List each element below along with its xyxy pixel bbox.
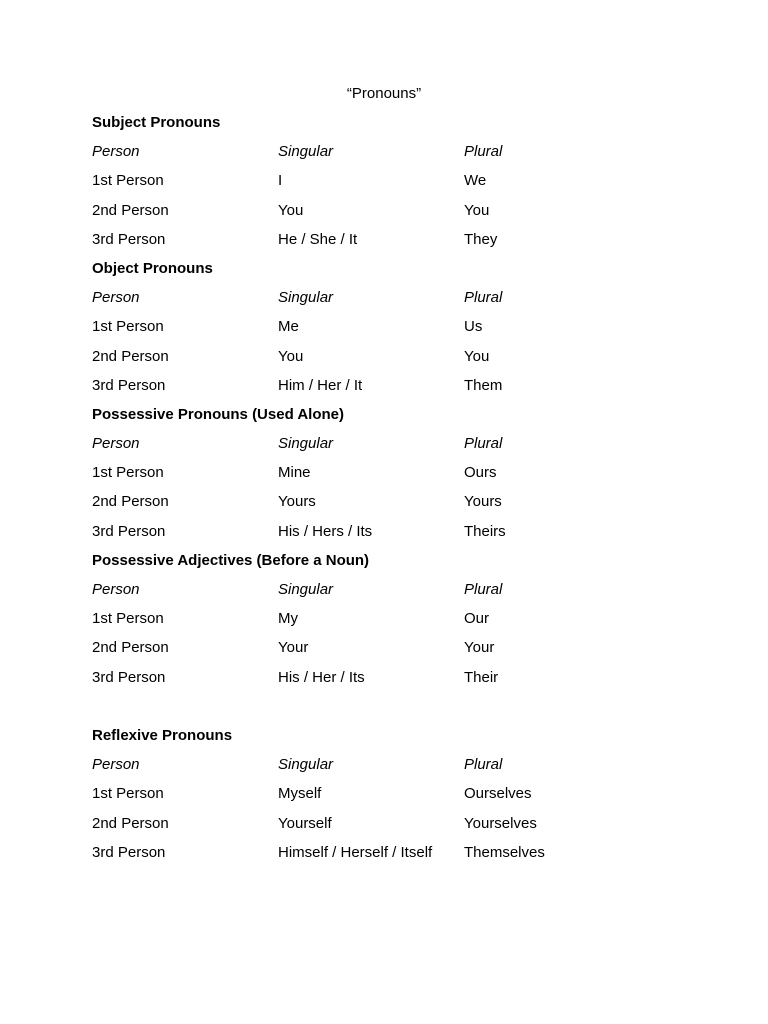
- cell-plural: Theirs: [464, 522, 506, 540]
- cell-plural: Us: [464, 318, 483, 336]
- cell-singular: His / Her / Its: [278, 668, 365, 686]
- table-row: [0, 230, 768, 259]
- table-row: [0, 668, 768, 697]
- cell-plural: You: [464, 347, 490, 365]
- cell-person: 1st Person: [92, 785, 164, 803]
- cell-singular: Yours: [278, 493, 316, 511]
- cell-plural: Yourselves: [464, 814, 537, 832]
- cell-singular: My: [278, 610, 298, 628]
- section-heading: Possessive Pronouns (Used Alone): [92, 405, 345, 423]
- cell-person: 3rd Person: [92, 668, 166, 686]
- table-row: [0, 171, 768, 200]
- table-row: [0, 347, 768, 376]
- cell-plural: Your: [464, 639, 495, 657]
- cell-person: 2nd Person: [92, 493, 169, 511]
- header-singular: Singular: [278, 756, 334, 774]
- section-heading: Subject Pronouns: [92, 114, 221, 131]
- cell-person: 3rd Person: [92, 522, 166, 540]
- cell-singular: Me: [278, 318, 299, 336]
- cell-singular: Mine: [278, 464, 311, 482]
- cell-person: 3rd Person: [92, 843, 166, 861]
- cell-person: 1st Person: [92, 172, 164, 190]
- cell-person: 3rd Person: [92, 230, 166, 248]
- cell-plural: Themselves: [464, 843, 545, 861]
- section-possessive-pronouns: [0, 405, 768, 551]
- cell-singular: He / She / It: [278, 230, 358, 248]
- cell-plural: They: [464, 230, 498, 248]
- section-heading: Reflexive Pronouns: [92, 726, 233, 744]
- table-header-row: [0, 434, 768, 463]
- table-row: [0, 463, 768, 492]
- header-singular: Singular: [278, 143, 334, 161]
- header-plural: Plural: [464, 143, 503, 161]
- table-row: [0, 609, 768, 638]
- header-plural: Plural: [464, 581, 503, 598]
- cell-plural: You: [464, 201, 490, 219]
- section-heading: Object Pronouns: [92, 259, 213, 277]
- table-row: [0, 638, 768, 667]
- cell-singular: I: [278, 172, 283, 190]
- cell-singular: You: [278, 201, 304, 219]
- cell-person: 3rd Person: [92, 376, 166, 394]
- cell-plural: Ours: [464, 464, 497, 482]
- table-row: [0, 784, 768, 813]
- header-singular: Singular: [278, 289, 334, 307]
- cell-singular: Himself / Herself / Itself: [278, 843, 433, 861]
- cell-person: 1st Person: [92, 318, 164, 336]
- section-heading: Possessive Adjectives (Before a Noun): [92, 551, 370, 569]
- cell-person: 1st Person: [92, 464, 164, 482]
- cell-plural: Them: [464, 376, 503, 394]
- header-person: Person: [92, 435, 140, 453]
- header-plural: Plural: [464, 756, 503, 774]
- cell-plural: We: [464, 172, 487, 190]
- table-row: [0, 376, 768, 405]
- table-row: [0, 201, 768, 230]
- cell-singular: Myself: [278, 785, 322, 803]
- header-person: Person: [92, 756, 140, 774]
- header-plural: Plural: [464, 289, 503, 307]
- cell-person: 2nd Person: [92, 639, 169, 657]
- cell-singular: His / Hers / Its: [278, 522, 373, 540]
- cell-person: 1st Person: [92, 610, 164, 628]
- blank-line: [0, 697, 768, 726]
- header-person: Person: [92, 143, 140, 161]
- cell-singular: Your: [278, 639, 309, 657]
- header-person: Person: [92, 289, 140, 307]
- table-row: [0, 814, 768, 843]
- cell-person: 2nd Person: [92, 814, 169, 832]
- section-possessive-adjectives: [0, 551, 768, 697]
- cell-singular: Him / Her / It: [278, 376, 363, 394]
- table-header-row: [0, 288, 768, 317]
- cell-plural: Their: [464, 668, 499, 686]
- table-header-row: [0, 142, 768, 171]
- document-title: “Pronouns”: [346, 85, 422, 102]
- cell-singular: You: [278, 347, 304, 365]
- header-person: Person: [92, 581, 140, 598]
- section-object-pronouns: [0, 259, 768, 405]
- table-row: [0, 843, 768, 872]
- cell-plural: Ourselves: [464, 785, 532, 803]
- table-row: [0, 522, 768, 551]
- table-row: [0, 492, 768, 521]
- section-reflexive-pronouns: [0, 726, 768, 872]
- header-plural: Plural: [464, 435, 503, 453]
- table-row: [0, 317, 768, 346]
- cell-plural: Our: [464, 610, 490, 628]
- header-singular: Singular: [278, 581, 334, 598]
- cell-person: 2nd Person: [92, 201, 169, 219]
- cell-singular: Yourself: [278, 814, 332, 832]
- table-header-row: [0, 755, 768, 784]
- cell-plural: Yours: [464, 493, 502, 511]
- header-singular: Singular: [278, 435, 334, 453]
- cell-person: 2nd Person: [92, 347, 169, 365]
- table-header-row: [0, 580, 768, 609]
- section-subject-pronouns: [0, 113, 768, 259]
